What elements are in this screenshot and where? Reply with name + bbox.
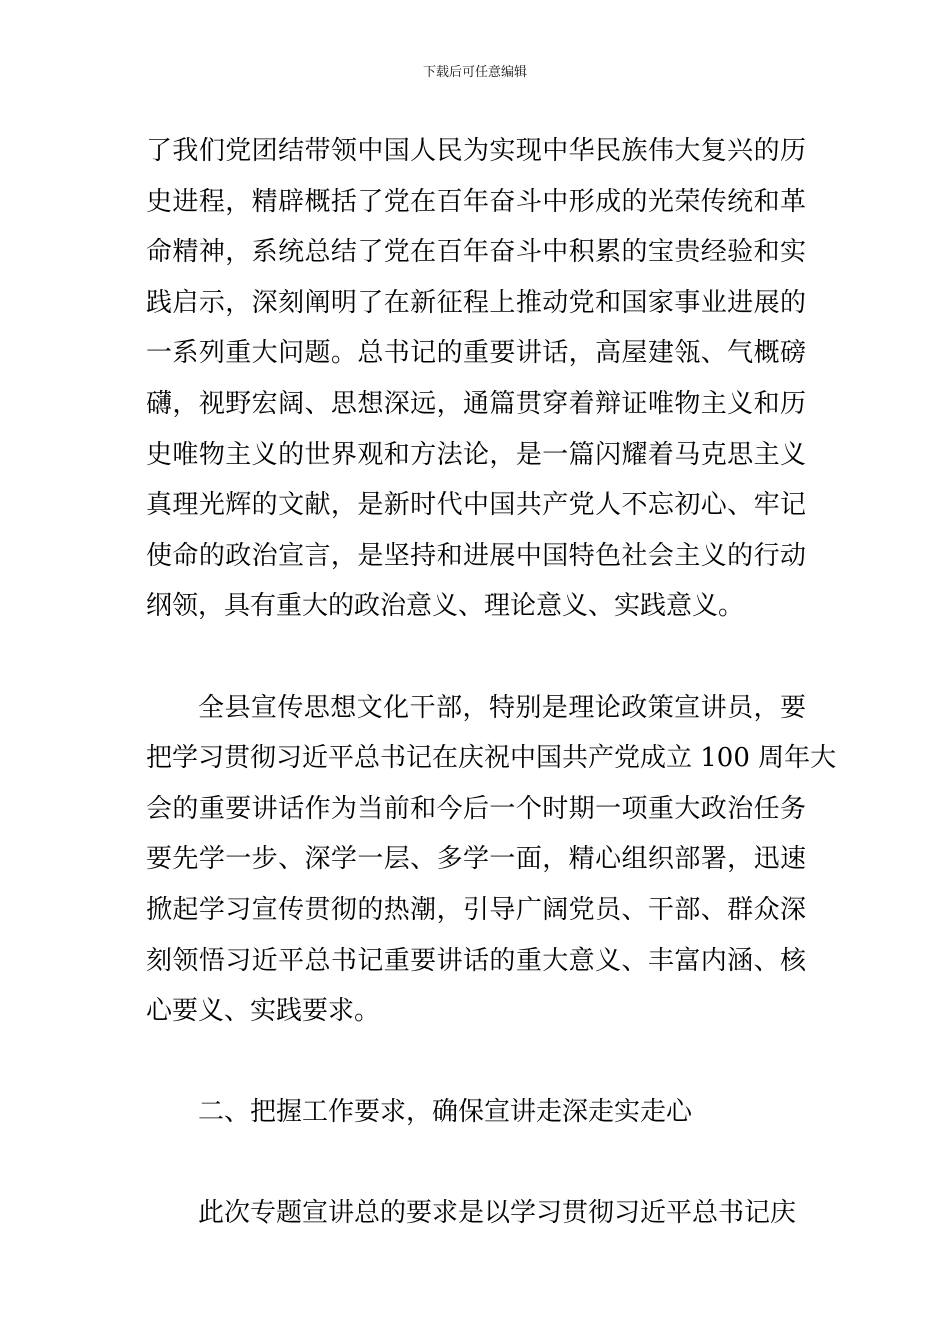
paragraph-gap <box>146 632 806 683</box>
text-line: 史唯物主义的世界观和方法论，是一篇闪耀着马克思主义 <box>146 439 806 470</box>
paragraph-2 <box>146 683 837 1037</box>
text-line: 史进程，精辟概括了党在百年奋斗中形成的光荣传统和革 <box>146 186 806 217</box>
text-line: 真理光辉的文献，是新时代中国共产党人不忘初心、牢记 <box>146 490 806 521</box>
section-heading <box>146 1087 806 1138</box>
text-line: 此次专题宣讲总的要求是以学习贯彻习近平总书记庆 <box>198 1198 797 1229</box>
paragraph-4 <box>146 1188 806 1239</box>
text-line: 掀起学习宣传贯彻的热潮，引导广阔党员、干部、群众深 <box>146 894 806 925</box>
paragraph-gap <box>146 1138 806 1189</box>
text-line: 会的重要讲话作为当前和今后一个时期一项重大政治任务 <box>146 793 806 824</box>
page-header: 下载后可任意编辑 <box>422 65 527 80</box>
text-line: 纲领，具有重大的政治意义、理论意义、实践意义。 <box>146 591 745 622</box>
text-line: 心要义、实践要求。 <box>146 996 381 1027</box>
text-line: 使命的政治宣言，是坚持和进展中国特色社会主义的行动 <box>146 540 806 571</box>
text-line: 全县宣传思想文化干部，特别是理论政策宣讲员，要 <box>198 692 806 723</box>
text-line: 把学习贯彻习近平总书记在庆祝中国共产党成立 100 周年大 <box>146 743 837 774</box>
text-line: 践启示，深刻阐明了在新征程上推动党和国家事业进展的 <box>146 287 806 318</box>
text-line: 礴，视野宏阔、思想深远，通篇贯穿着辩证唯物主义和历 <box>146 388 806 419</box>
text-line: 了我们党团结带领中国人民为实现中华民族伟大复兴的历 <box>146 136 806 166</box>
text-line: 刻领悟习近平总书记重要讲话的重大意义、丰富内涵、核 <box>146 945 806 976</box>
text-line: 一系列重大问题。总书记的重要讲话，高屋建瓴、气概磅 <box>146 338 806 369</box>
heading-line: 二、把握工作要求，确保宣讲走深走实走心 <box>198 1097 693 1128</box>
text-line: 命精神，系统总结了党在百年奋斗中积累的宝贵经验和实 <box>146 237 806 268</box>
paragraph-gap <box>146 1037 806 1088</box>
paragraph-1 <box>146 126 806 632</box>
text-line: 要先学一步、深学一层、多学一面，精心组织部署，迅速 <box>146 844 806 875</box>
document-body <box>146 126 837 1239</box>
